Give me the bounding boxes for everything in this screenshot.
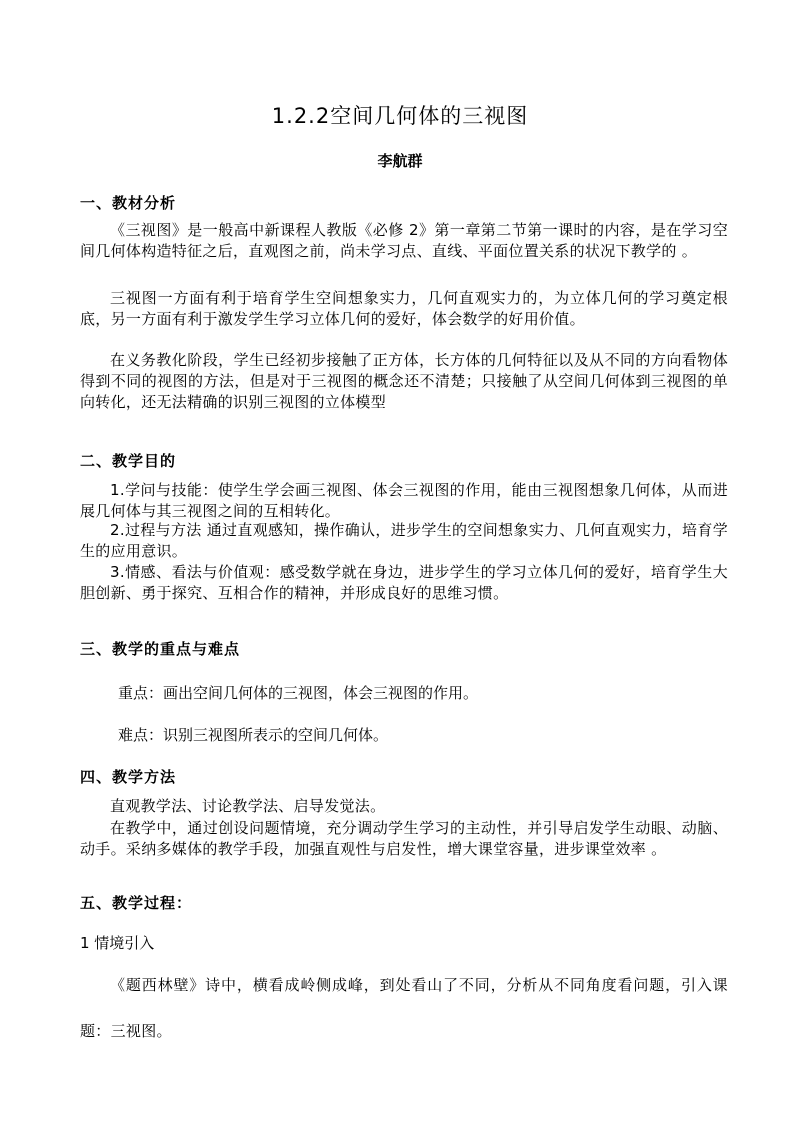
difficult-point-text: 难点：识别三视图所表示的空间几何体。 [118,726,389,744]
paragraph: 三视图一方面有利于培育学生空间想象实力，几何直观实力的，为立体几何的学习奠定根底，另一方面有利于激发学生学习立体几何的爱好，体会数学的好用价值。 [80,289,728,328]
paragraph: 《三视图》是一般高中新课程人教版《必修 2》第一章第二节第一课时的内容，是在学习空间几何体构造特征之后，直观图之前，尚未学习点、直线、平面位置关系的状况下教学的 。 [80,221,728,260]
paragraph: 在教学中，通过创设问题情境，充分调动学生学习的主动性，并引导启发学生动眼、动脑、动手。采纳多媒体的教学手段，加强直观性与启发性，增大课堂容量，进步课堂效率 。 [80,819,728,858]
key-point-text: 重点：画出空间几何体的三视图，体会三视图的作用。 [118,684,479,702]
section-heading-teaching-methods: 四、教学方法 [80,768,177,786]
section-heading-teaching-process: 五、教学过程： [80,894,193,912]
document-title: 1.2.2空间几何体的三视图 [271,104,529,128]
paragraph: 《题西林壁》诗中，横看成岭侧成峰，到处看山了不同，分析从不同角度看问题，引入课题：三视图。 [80,976,728,1040]
subsection-title: 1 情境引入 [80,934,155,952]
paragraph: 2.过程与方法 通过直观感知，操作确认，进步学生的空间想象实力、几何直观实力，培育学生的应用意识。 [80,521,728,560]
paragraph: 在义务教化阶段，学生已经初步接触了正方体，长方体的几何特征以及从不同的方向看物体得到不同的视图的方法，但是对于三视图的概念还不清楚；只接触了从空间几何体到三视图的单向转化，还无法精确的识别三视图的立体模型 [80,351,728,411]
document-author: 李航群 [377,152,423,170]
paragraph: 1.学问与技能：使学生学会画三视图、体会三视图的作用，能由三视图想象几何体，从而进展几何体与其三视图之间的互相转化。 [80,481,728,520]
section-heading-key-points: 三、教学的重点与难点 [80,640,241,658]
paragraph: 3.情感、看法与价值观：感受数学就在身边，进步学生的学习立体几何的爱好，培育学生大胆创新、勇于探究、互相合作的精神，并形成良好的思维习惯。 [80,563,728,602]
section-heading-material-analysis: 一、教材分析 [80,194,177,212]
paragraph: 直观教学法、讨论教学法、启导发觉法。 [110,797,386,815]
section-heading-teaching-goals: 二、教学目的 [80,452,177,470]
